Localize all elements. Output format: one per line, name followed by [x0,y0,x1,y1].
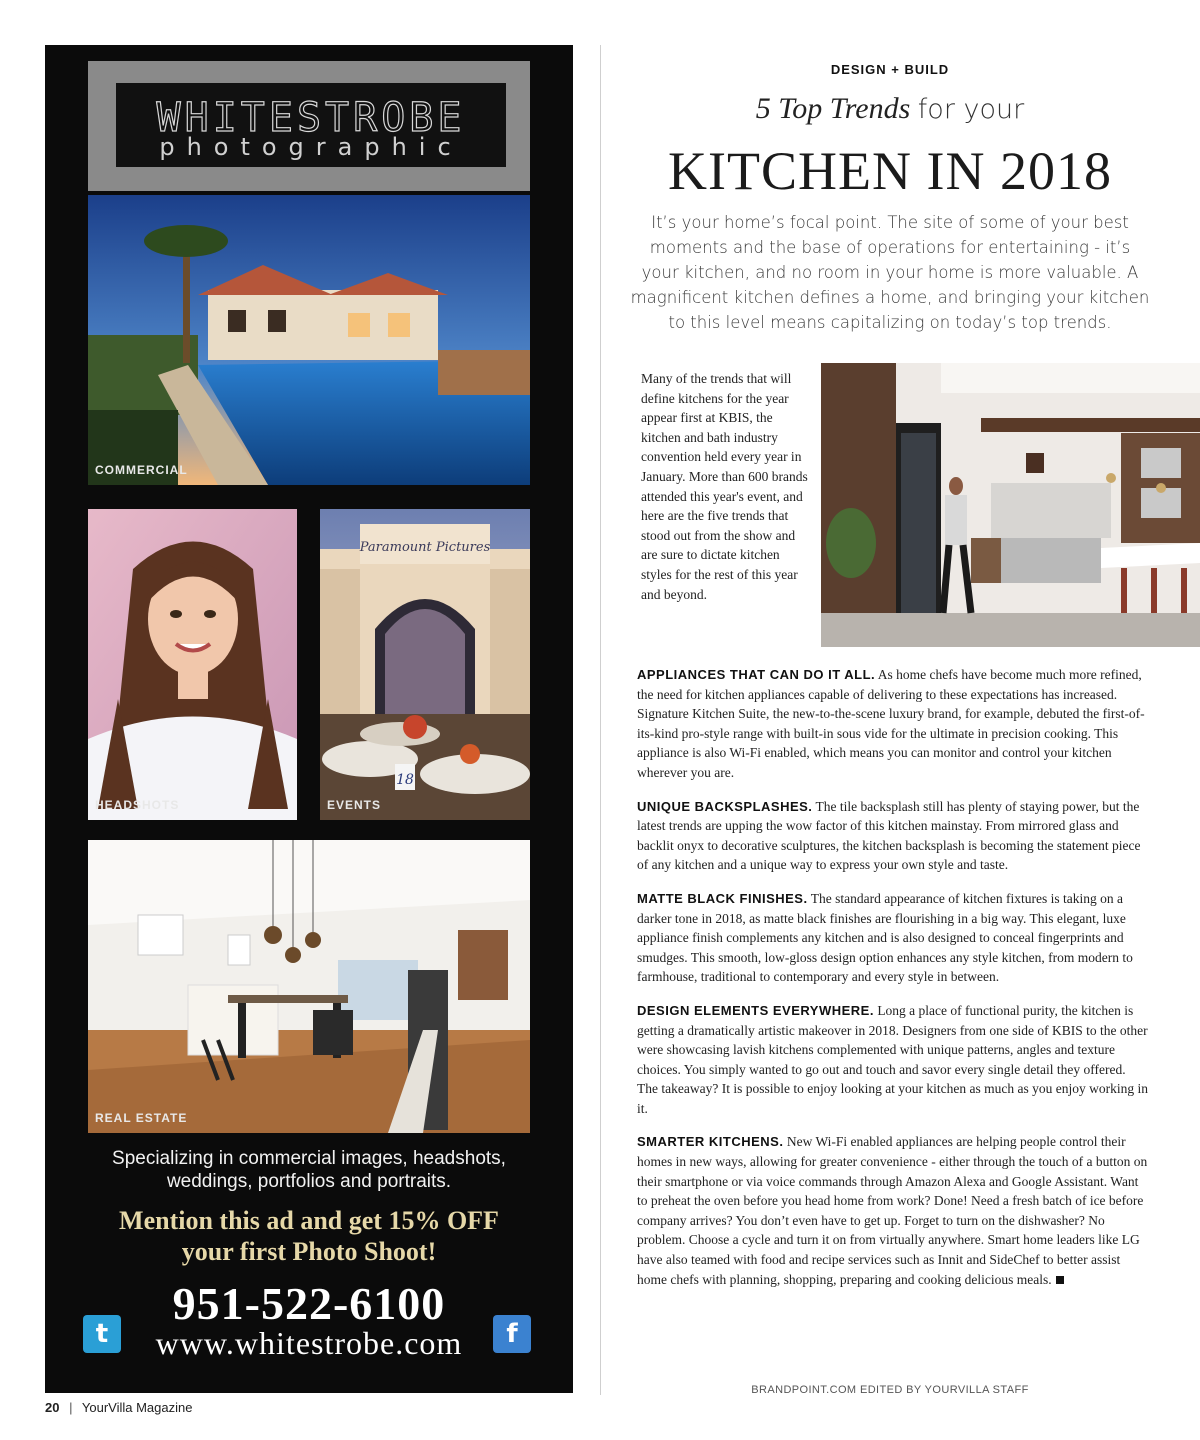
ad-specialties [45,1147,573,1193]
headshots-photo [88,509,297,820]
specialties-line-2: weddings, portfolios and portraits. [166,1171,452,1192]
whitestrobe-logo [88,61,530,191]
trend-body: Long a place of functional purity, the kitchen is getting a dramatically artistic makeover in 2018. Designers from one side of KBIS to the other were showcasing lavish kitchens complemented with unique patterns, angles and texture choices. You simply wanted to go out and touch and savor every single detail they offered. The takeaway? It is possible to enjoy looking at your kitchen as much as you enjoy working in it. [637,1002,1149,1116]
kicker-emphasis: 5 Top Trends [755,92,911,125]
section-label: DESIGN + BUILD [830,62,950,77]
trend-item [637,1132,1149,1289]
offer-line-2: your first Photo Shoot! [181,1237,437,1266]
logo-panel [116,83,506,167]
kitchen-photo [821,363,1200,647]
trend-body: As home chefs have become much more refined, the need for kitchen appliances capable of delivering to these expectations has increased. Signature Kitchen Suite, the new-to-the-scene luxury brand, for example, debuted the first-of-its-kind pro-style range with built-in sous vide for the ultimate in precision cooking. This appliance is also Wi-Fi enabled, which means you can monitor and control your kitchen wherever you are. [637,667,1145,780]
commercial-label: COMMERCIAL [95,463,188,477]
events-photo-illustration [320,509,530,820]
logo-wordmark: WHITESTROBE [156,95,466,141]
article-kicker [600,92,1180,126]
events-photo [320,509,530,820]
headshots-photo-illustration [88,509,297,820]
page-number: 20 [45,1400,60,1415]
ad-phone-number: 951-522-6100 [172,1278,446,1329]
paramount-sign: Paramount Pictures [359,540,491,555]
trend-body: New Wi-Fi enabled appliances are helping people control their homes in new ways, allowing for greater convenience - either through the touch of a button on their smartphone or via voice commands through Amazon Alexa and Google Assistant. Want to preheat the oven before you head home from work? Done! Need a fresh batch of ice before company arrives? You don’t even have to get up. Forget to turn on the dishwasher? No problem. Choose a cycle and turn it on from virtually anywhere. Smart home leaders like LG have also teamed with food and recipe services such as Innit and SideChef to better assist home chefs with planning, shopping, preparing and cooking delicious meals. [637,1134,1148,1287]
headshots-label: HEADSHOTS [95,798,180,812]
trend-item [637,665,1149,783]
ad-offer [45,1205,573,1267]
offer-line-1: Mention this ad and get 15% OFF [119,1206,499,1235]
article-credit: BRANDPOINT.COM EDITED BY YOURVILLA STAFF [751,1384,1029,1396]
article-intro: Many of the trends that will define kitchens for the year appear first at KBIS, the kitchen and bath industry convention held every year in January. More than 600 brands attended this year's event, and here are the five trends that stood out from the show and are sure to dictate kitchen styles for the rest of this year and beyond. [641,371,808,602]
trend-title: DESIGN ELEMENTS EVERYWHERE. [637,1002,874,1018]
trend-item [637,797,1149,875]
logo-subtitle: photographic [159,133,463,161]
trend-item [637,889,1149,987]
kicker-rest: for your [917,94,1025,125]
trend-body: The tile backsplash still has plenty of staying power, but the latest trends are upping the wow factor of this kitchen mainstay. From mirrored glass and backlit onyx to decorative sculptures, the kitchen backsplash is becoming the statement piece of any kitchen and a unique way to express your own style and taste. [637,798,1141,873]
trend-title: UNIQUE BACKSPLASHES. [637,798,813,814]
trend-title: APPLIANCES THAT CAN DO IT ALL. [637,667,876,682]
commercial-photo [88,195,530,485]
trend-body: The standard appearance of kitchen fixtures is taking on a darker tone in 2018, as matte black finishes are flourishing in a big way. This elegant, luxe appliance finish complements any kitchen and is also designed to conceal fingerprints and smudges. This smooth, low-gloss design option enhances any style kitchen, from modern to farmhouse, traditional to contemporary and every style in between. [637,890,1133,985]
trend-title: SMARTER KITCHENS. [637,1134,784,1150]
page-footer [45,1400,192,1415]
real-estate-photo [88,840,530,1133]
article-headline: KITCHEN IN 2018 [668,141,1112,201]
end-mark-icon [1056,1276,1064,1284]
article-deck: It’s your home’s focal point. The site of some of your best moments and the base of operations for entertaining - it’s your kitchen, and no room in your home is more valuable. A magnificent kitchen defines a home, and bringing your kitchen to this level means capitalizing on today’s top trends. [630,213,1150,332]
trend-item [637,1001,1149,1119]
trend-title: MATTE BLACK FINISHES. [637,890,808,906]
facebook-icon: f [493,1315,531,1353]
kitchen-photo-illustration [821,363,1200,647]
commercial-photo-illustration [88,195,530,485]
photography-ad [45,45,573,1393]
table-number: 18 [396,772,414,788]
column-divider [600,45,601,1395]
real-estate-photo-illustration [88,840,530,1133]
footer-separator: | [69,1400,73,1415]
real-estate-label: REAL ESTATE [95,1111,188,1125]
specialties-line-1: Specializing in commercial images, headshots, [112,1148,506,1169]
twitter-icon: t [83,1315,121,1353]
trend-list [637,665,1149,1303]
events-label: EVENTS [327,798,382,812]
ad-website: www.whitestrobe.com [155,1325,463,1361]
magazine-name: YourVilla Magazine [81,1400,193,1415]
